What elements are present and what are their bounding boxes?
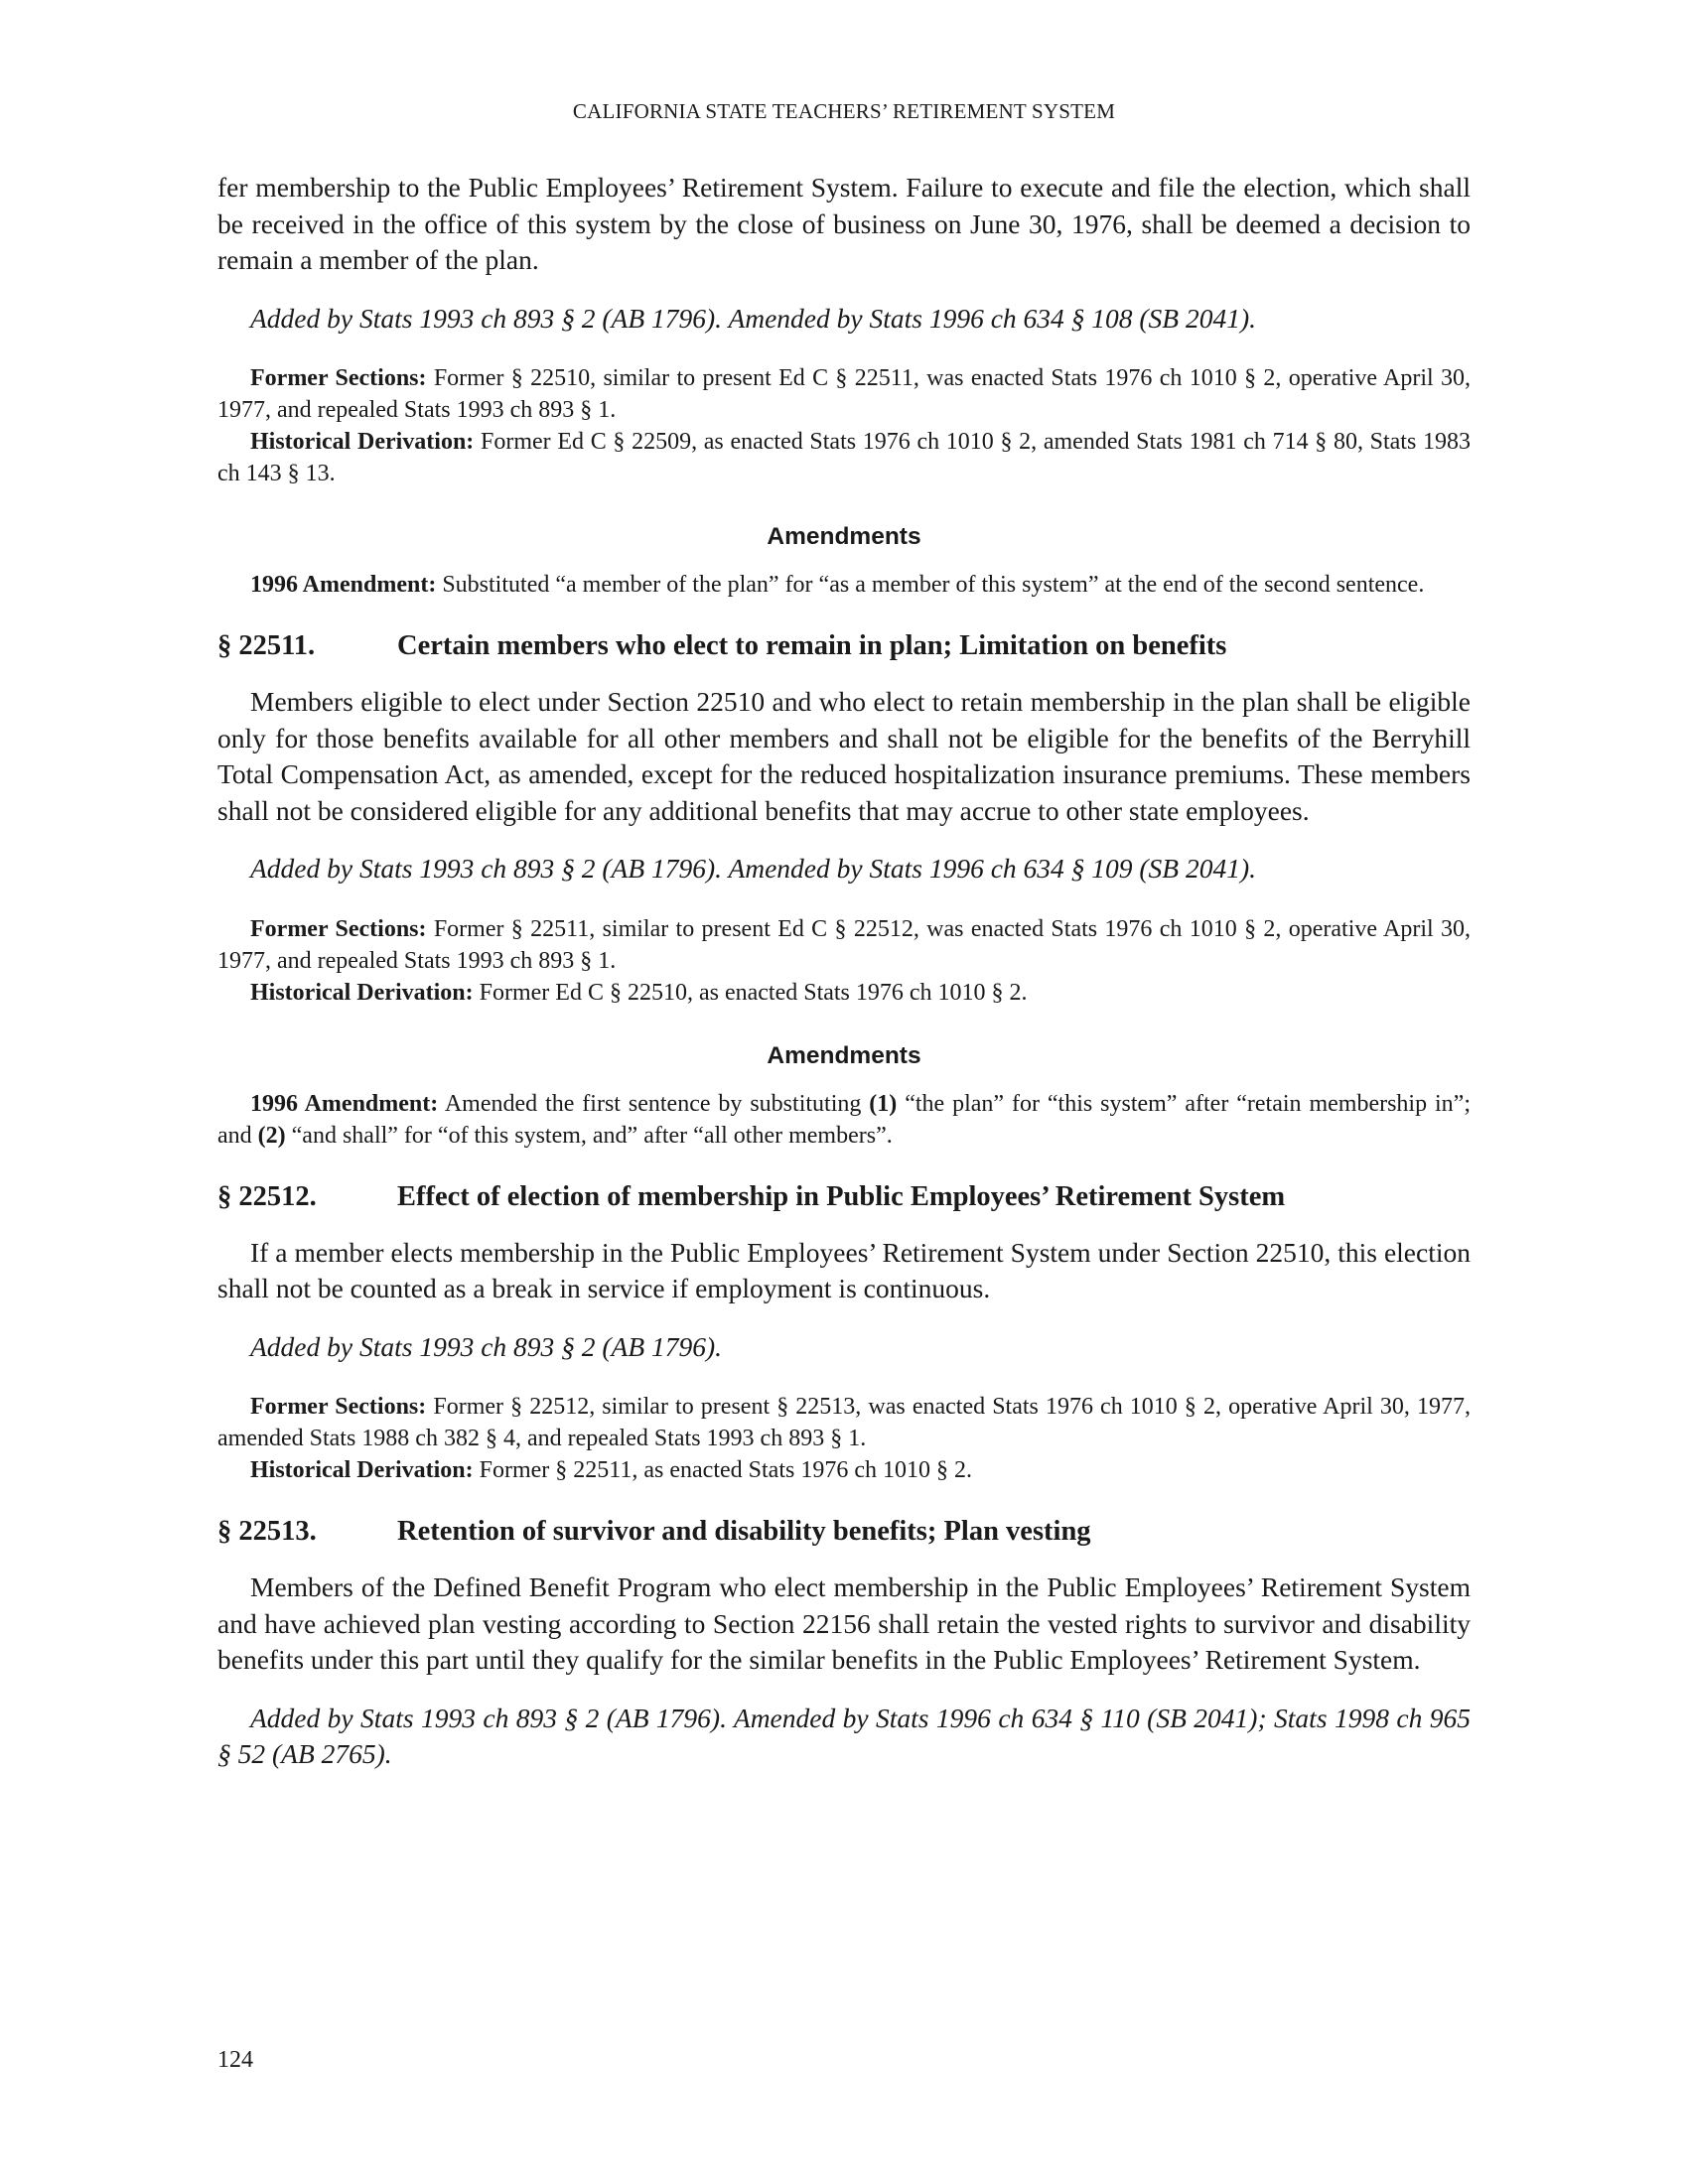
historical-derivation-note [217,426,1471,489]
amendment-label: 1996 Amendment: [250,1090,439,1117]
former-sections-note [217,1391,1471,1454]
page-content [217,170,1471,1773]
section-text: Members of the Defined Benefit Program who elect membership in the Public Employees’ Retirement System and have achieved plan vesting according to Section 22156 shall retain the vested rights to survivor and disability benefits under this part until they qualify for the similar benefits in the Public Employees’ Retirement System. [217,1571,1471,1675]
amendment-text-part: “the plan” for “this system” after “retain membership in”; and [217,1090,1472,1149]
amendment-text-part: “and shall” for “of this system, and” after “all other members”. [285,1122,893,1149]
former-sections-text: Former § 22511, similar to present Ed C § 22512, was enacted Stats 1976 ch 1010 § 2, operative April 30, 1977, and repealed Stats 1993 ch 893 § 1. [217,915,1471,974]
editorial-notes [217,362,1471,489]
historical-derivation-label: Historical Derivation: [250,979,474,1006]
former-sections-note [217,913,1471,977]
historical-derivation-label: Historical Derivation: [250,429,475,455]
page-number: 124 [217,2047,253,2073]
historical-derivation-text: Former Ed C § 22509, as enacted Stats 1976 ch 1010 § 2, amended Stats 1981 ch 714 § 80, Stats 1983 ch 143 § 13. [217,429,1471,486]
section-number: § 22512. [217,1180,317,1212]
history-note: Added by Stats 1993 ch 893 § 2 (AB 1796). Amended by Stats 1996 ch 634 § 110 (SB 2041); Stats 1998 ch 965 § 52 (AB 2765). [217,1702,1471,1769]
amendments-heading: Amendments [767,1041,921,1069]
history-note: Added by Stats 1993 ch 893 § 2 (AB 1796). Amended by Stats 1996 ch 634 § 108 (SB 2041). [250,302,1257,334]
historical-derivation-note [217,1454,1471,1486]
editorial-notes [217,913,1471,1009]
amendment-note [217,569,1471,601]
historical-derivation-note [217,977,1471,1009]
amendment-text: Substituted “a member of the plan” for “as a member of this system” at the end of the second sentence. [436,572,1425,598]
former-sections-text: Former § 22512, similar to present § 22513, was enacted Stats 1976 ch 1010 § 2, operative April 30, 1977, amended Stats 1988 ch 382 § 4, and repealed Stats 1993 ch 893 § 1. [217,1394,1471,1451]
historical-derivation-text: Former § 22511, as enacted Stats 1976 ch 1010 § 2. [473,1457,972,1483]
former-sections-label: Former Sections: [250,365,427,391]
section-title: Retention of survivor and disability benefits; Plan vesting [397,1516,1091,1547]
section-number: § 22513. [217,1516,317,1547]
section-text: Members eligible to elect under Section 22510 and who elect to retain membership in the plan shall be eligible only for those benefits available for all other members and shall not be eligible for the benefits of the Berryhill Total Compensation Act, as amended, except for the reduced hospitalization insurance premiums. These members shall not be considered eligible for any additional benefits that may accrue to other state employees. [217,686,1471,826]
section-heading-22513 [217,1516,1471,1548]
section-title: Effect of election of membership in Public Employees’ Retirement System [397,1180,1286,1212]
amendment-note [217,1088,1471,1152]
document-page [217,0,1471,2184]
amendments-heading: Amendments [767,523,921,550]
former-sections-text: Former § 22510, similar to present Ed C § 22511, was enacted Stats 1976 ch 1010 § 2, operative April 30, 1977, and repealed Stats 1993 ch 893 § 1. [217,365,1471,423]
section-number: § 22511. [217,630,316,661]
section-heading-22512 [217,1181,1471,1213]
section-heading-22511 [217,630,1471,662]
historical-derivation-text: Former Ed C § 22510, as enacted Stats 1976 ch 1010 § 2. [473,979,1028,1006]
former-sections-label: Former Sections: [250,915,427,942]
amendment-text-part: Amended the first sentence by substituting [438,1090,870,1117]
historical-derivation-label: Historical Derivation: [250,1457,474,1483]
continuation-paragraph: fer membership to the Public Employees’ Retirement System. Failure to execute and file the election, which shall be received in the office of this system by the close of business on June 30, 1976, shall be deemed a decision to remain a member of the plan. [217,172,1471,275]
amendment-item-marker: (1) [869,1090,898,1117]
running-header: CALIFORNIA STATE TEACHERS’ RETIREMENT SYSTEM [572,99,1116,123]
section-title: Certain members who elect to remain in plan; Limitation on benefits [397,630,1227,661]
amendment-item-marker: (2) [257,1122,286,1149]
editorial-notes [217,1391,1471,1486]
history-note: Added by Stats 1993 ch 893 § 2 (AB 1796). [250,1330,723,1362]
section-text: If a member elects membership in the Public Employees’ Retirement System under Section 22510, this election shall not be counted as a break in service if employment is continuous. [217,1236,1471,1303]
former-sections-label: Former Sections: [250,1394,427,1420]
amendment-label: 1996 Amendment: [250,572,437,598]
history-note: Added by Stats 1993 ch 893 § 2 (AB 1796). Amended by Stats 1996 ch 634 § 109 (SB 2041). [250,853,1257,884]
former-sections-note [217,362,1471,426]
